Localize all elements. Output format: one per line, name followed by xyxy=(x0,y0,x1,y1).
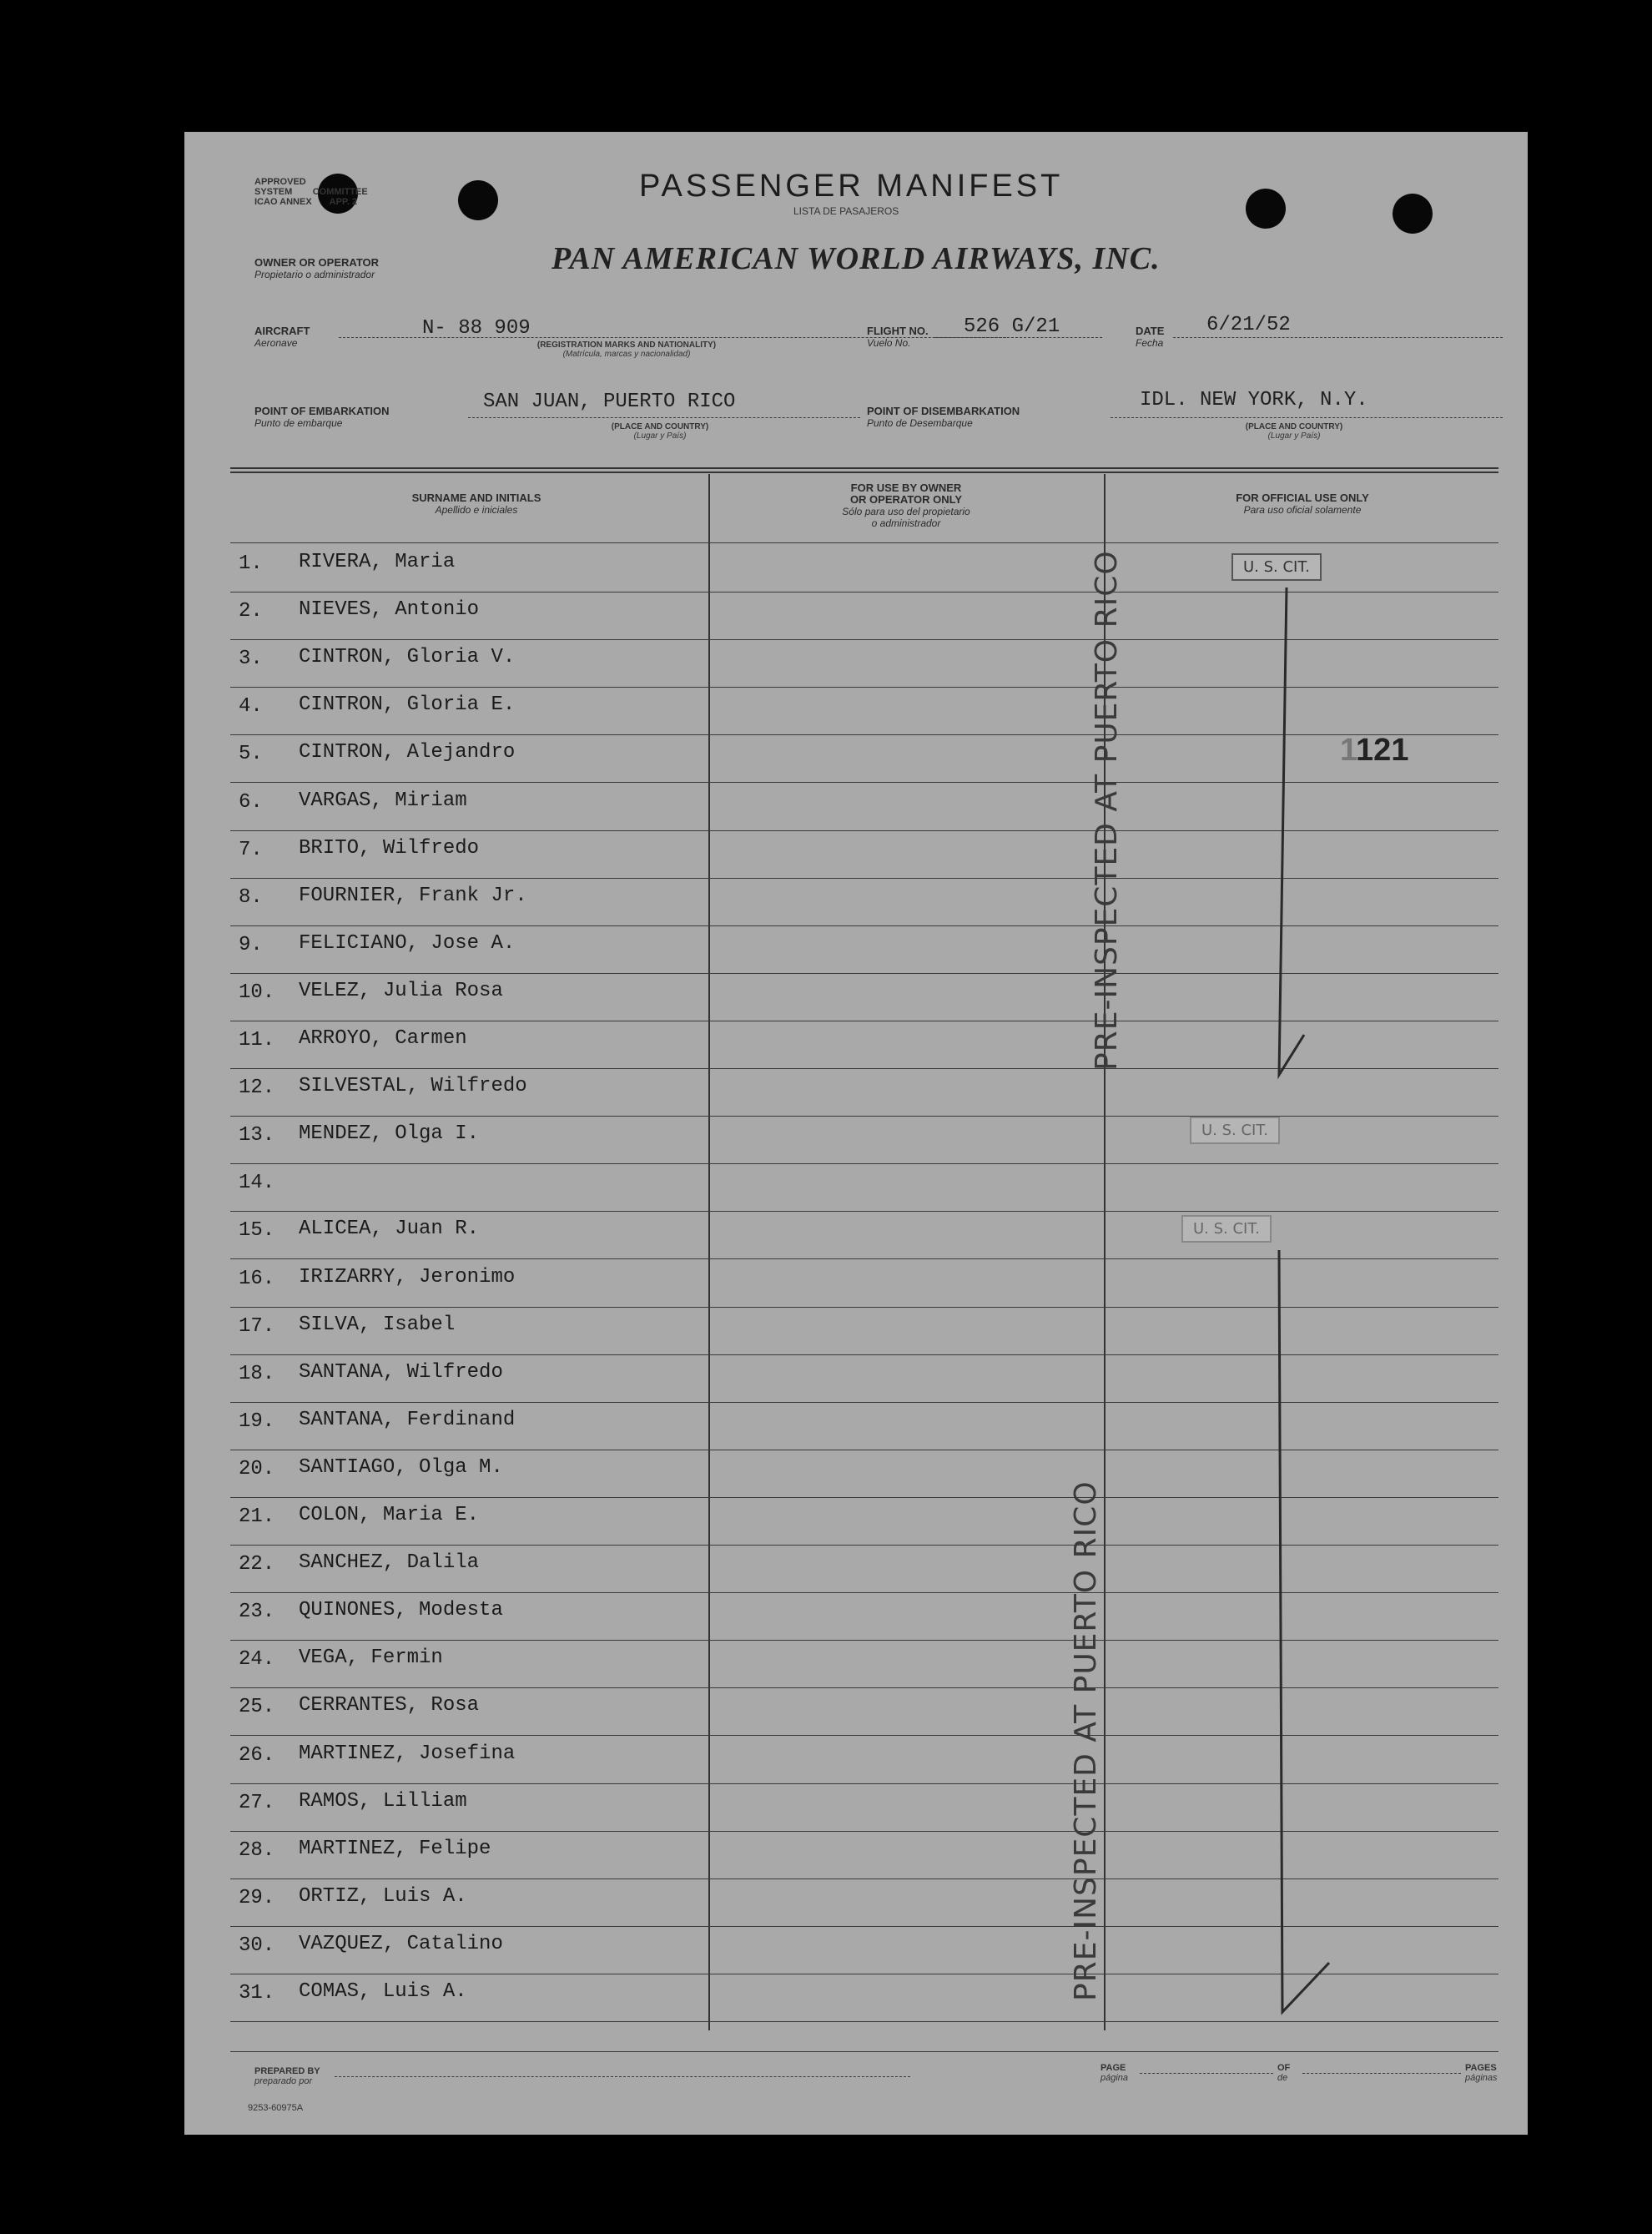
passenger-name: VEGA, Fermin xyxy=(299,1647,443,1670)
passenger-name: VAZQUEZ, Catalino xyxy=(299,1932,503,1955)
passenger-name: RIVERA, Maria xyxy=(299,551,456,573)
page-label: PAGE página xyxy=(1100,2063,1129,2083)
embark-value: SAN JUAN, PUERTO RICO xyxy=(483,391,736,413)
flight-label: FLIGHT NO. Vuelo No. xyxy=(867,325,929,349)
flight-value: 526 G/21 xyxy=(964,315,1060,338)
disembark-label: POINT OF DISEMBARKATION Punto de Desembarque xyxy=(867,405,1020,429)
page-line xyxy=(1140,2073,1273,2075)
passenger-name: SANTANA, Wilfredo xyxy=(299,1360,503,1384)
passenger-name: BRITO, Wilfredo xyxy=(299,836,480,860)
passenger-number: 2. xyxy=(239,600,263,623)
passenger-number: 24. xyxy=(239,1648,275,1672)
bracket-check-mark xyxy=(1279,587,1304,1075)
passenger-name: SANCHEZ, Dalila xyxy=(299,1551,480,1575)
passenger-name: IRIZARRY, Jeronimo xyxy=(299,1265,516,1288)
footer-rule xyxy=(230,2051,1498,2053)
passenger-name: QUINONES, Modesta xyxy=(299,1599,503,1622)
pages-label: PAGES páginas xyxy=(1465,2063,1498,2083)
passenger-number: 4. xyxy=(239,695,263,719)
passenger-number: 5. xyxy=(239,743,263,766)
preinspected-stamp: PRE-INSPECTED AT PUERTO RICO xyxy=(1090,550,1124,1071)
passenger-number: 21. xyxy=(239,1505,275,1528)
passenger-number: 29. xyxy=(239,1886,275,1909)
passenger-name: COLON, Maria E. xyxy=(299,1504,480,1526)
airline-name: PAN AMERICAN WORLD AIRWAYS, INC. xyxy=(552,241,1161,276)
disembark-caption: (PLACE AND COUNTRY) (Lugar y País) xyxy=(1245,422,1343,441)
passenger-count: 1121 xyxy=(1340,733,1409,768)
passenger-number: 15. xyxy=(239,1219,275,1243)
embark-label: POINT OF EMBARKATION Punto de embarque xyxy=(254,405,390,429)
surname-column-header: SURNAME AND INITIALS Apellido e iniciales xyxy=(411,492,541,516)
passenger-number: 11. xyxy=(239,1029,275,1051)
passenger-number: 26. xyxy=(239,1743,275,1767)
prepared-by-label: PREPARED BY preparado por xyxy=(254,2066,320,2086)
passenger-number: 30. xyxy=(239,1934,275,1957)
bracket-check-mark xyxy=(1279,1250,1329,2012)
passenger-number: 6. xyxy=(239,790,263,814)
passenger-number: 31. xyxy=(239,1982,275,2005)
passenger-number: 3. xyxy=(239,648,263,671)
prepared-by-line xyxy=(335,2076,910,2078)
of-label: OF de xyxy=(1277,2063,1291,2083)
form-code: 9253-60975A xyxy=(248,2103,304,2113)
owner-use-column-header: FOR USE BY OWNER OR OPERATOR ONLY Sólo para uso del propietario o administrador xyxy=(842,482,970,529)
passenger-name: COMAS, Luis A. xyxy=(299,1980,467,2003)
date-label: DATE Fecha xyxy=(1136,325,1165,349)
passenger-number: 27. xyxy=(239,1791,275,1814)
passenger-name: ARROYO, Carmen xyxy=(299,1027,467,1050)
passenger-name: VARGAS, Miriam xyxy=(299,789,467,812)
passenger-name: SANTIAGO, Olga M. xyxy=(299,1455,503,1479)
manifest-sheet xyxy=(184,132,1528,2135)
passenger-number: 10. xyxy=(239,981,275,1004)
passenger-name: CINTRON, Alejandro xyxy=(299,741,516,764)
us-citizen-stamp: U. S. CIT. xyxy=(1231,553,1322,581)
passenger-number: 9. xyxy=(239,933,263,956)
tally-marks xyxy=(184,132,1528,2135)
passenger-name: RAMOS, Lilliam xyxy=(299,1789,467,1813)
passenger-number: 8. xyxy=(239,885,263,909)
disembark-value: IDL. NEW YORK, N.Y. xyxy=(1140,389,1368,411)
passenger-number: 19. xyxy=(239,1409,275,1433)
form-title: PASSENGER MANIFEST xyxy=(639,169,1064,204)
passenger-number: 17. xyxy=(239,1314,275,1338)
passenger-number: 22. xyxy=(239,1553,275,1576)
passenger-name: NIEVES, Antonio xyxy=(299,598,480,622)
passenger-number: 25. xyxy=(239,1696,275,1719)
us-citizen-stamp: U. S. CIT. xyxy=(1190,1117,1280,1144)
passenger-name: ORTIZ, Luis A. xyxy=(299,1884,467,1908)
passenger-number: 18. xyxy=(239,1362,275,1385)
passenger-name: SILVA, Isabel xyxy=(299,1313,456,1336)
preinspected-stamp: PRE-INSPECTED AT PUERTO RICO xyxy=(1069,1480,1103,2001)
aircraft-caption: (REGISTRATION MARKS AND NATIONALITY) (Matrícula, marcas y nacionalidad) xyxy=(536,340,717,359)
passenger-number: 13. xyxy=(239,1124,275,1147)
date-value: 6/21/52 xyxy=(1206,314,1291,336)
passenger-number: 20. xyxy=(239,1457,275,1480)
passenger-name: VELEZ, Julia Rosa xyxy=(299,979,503,1002)
passenger-number: 1. xyxy=(239,552,263,575)
passenger-number: 23. xyxy=(239,1601,275,1624)
owner-label: OWNER OR OPERATOR Propietario o administrador xyxy=(254,256,380,280)
passenger-number: 12. xyxy=(239,1077,275,1100)
official-use-column-header: FOR OFFICIAL USE ONLY Para uso oficial solamente xyxy=(1236,492,1369,516)
passenger-name: MARTINEZ, Felipe xyxy=(299,1837,491,1860)
passenger-name: ALICEA, Juan R. xyxy=(299,1218,480,1241)
passenger-name: SANTANA, Ferdinand xyxy=(299,1408,516,1431)
passenger-number: 28. xyxy=(239,1838,275,1862)
passenger-name: MARTINEZ, Josefina xyxy=(299,1742,516,1765)
passenger-name: MENDEZ, Olga I. xyxy=(299,1122,480,1146)
aircraft-value: N- 88 909 xyxy=(422,317,531,340)
passenger-number: 14. xyxy=(239,1172,275,1195)
passenger-number: 7. xyxy=(239,838,263,861)
approval-block: APPROVED SYSTEM COMMITTEE ICAO ANNEX APP. 2 xyxy=(254,177,368,207)
passenger-number: 16. xyxy=(239,1267,275,1290)
passenger-name: CINTRON, Gloria E. xyxy=(299,693,516,717)
passenger-name: SILVESTAL, Wilfredo xyxy=(299,1075,527,1098)
aircraft-label: AIRCRAFT Aeronave xyxy=(254,325,310,349)
passenger-name: FOURNIER, Frank Jr. xyxy=(299,884,527,907)
form-subtitle: LISTA DE PASAJEROS xyxy=(793,205,899,217)
embark-caption: (PLACE AND COUNTRY) (Lugar y País) xyxy=(611,422,709,441)
passenger-name: FELICIANO, Jose A. xyxy=(299,931,516,955)
passenger-name: CINTRON, Gloria V. xyxy=(299,646,516,669)
passenger-name: CERRANTES, Rosa xyxy=(299,1694,480,1717)
us-citizen-stamp: U. S. CIT. xyxy=(1181,1215,1272,1243)
of-line xyxy=(1302,2073,1461,2075)
